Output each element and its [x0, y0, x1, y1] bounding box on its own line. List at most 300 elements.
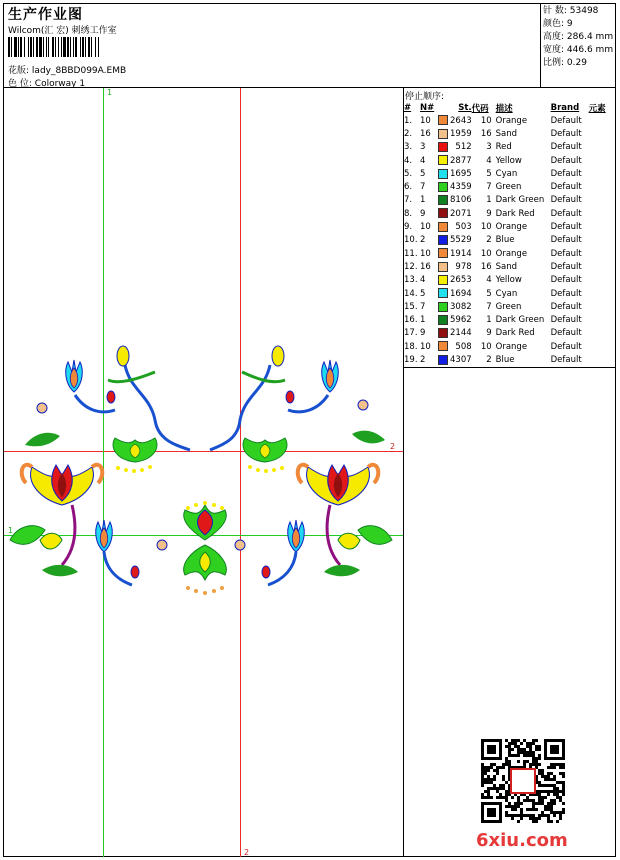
qr-module: [505, 739, 508, 742]
qr-module: [550, 790, 553, 793]
qr-module: [535, 820, 538, 823]
row-brand: Default: [550, 354, 582, 365]
qr-module: [553, 787, 556, 790]
qr-module: [532, 805, 535, 808]
row-description: Yellow: [495, 155, 522, 166]
qr-module: [541, 802, 544, 805]
qr-module: [559, 814, 562, 817]
qr-module: [526, 799, 529, 802]
qr-module: [490, 766, 493, 769]
qr-module: [547, 772, 550, 775]
stat-label: 高度:: [543, 32, 565, 42]
qr-module: [532, 763, 535, 766]
qr-module: [562, 784, 565, 787]
qr-module: [487, 766, 490, 769]
row-description: Red: [495, 142, 512, 153]
qr-module: [547, 778, 550, 781]
qr-module: [490, 787, 493, 790]
row-code: 4: [486, 275, 492, 286]
design-file-name: lady_8BBD099A.EMB: [31, 66, 127, 76]
row-needle: 5: [420, 288, 426, 299]
qr-module: [541, 775, 544, 778]
qr-module: [481, 784, 484, 787]
qr-module: [529, 751, 532, 754]
qr-module: [511, 817, 514, 820]
qr-module: [511, 754, 514, 757]
guide-label: 2: [390, 442, 396, 451]
qr-module: [532, 820, 535, 823]
col-description: 描述: [495, 103, 513, 114]
row-index: 12.: [404, 261, 418, 272]
qr-module: [529, 808, 532, 811]
qr-module: [511, 739, 514, 742]
row-description: Yellow: [495, 275, 522, 286]
qr-module: [505, 814, 508, 817]
qr-module: [523, 763, 526, 766]
qr-module: [562, 763, 565, 766]
qr-module: [541, 784, 544, 787]
qr-module: [523, 751, 526, 754]
colorway-value: Colorway 1: [34, 79, 86, 89]
qr-module: [514, 754, 517, 757]
row-code: 5: [486, 288, 492, 299]
qr-module: [538, 784, 541, 787]
qr-module: [508, 763, 511, 766]
company-name: Wilcom(汇 宏) 刺绣工作室: [8, 26, 117, 36]
qr-module: [544, 814, 547, 817]
qr-module: [496, 790, 499, 793]
row-description: Cyan: [495, 168, 518, 179]
qr-module: [532, 814, 535, 817]
qr-module: [529, 754, 532, 757]
guide-label: 2: [244, 848, 250, 857]
row-index: 18.: [404, 341, 418, 352]
row-brand: Default: [550, 222, 582, 233]
qr-module: [520, 802, 523, 805]
colorway-label: 色 位:: [8, 79, 32, 89]
row-needle: 10: [420, 115, 431, 126]
qr-module: [508, 751, 511, 754]
qr-module: [505, 793, 508, 796]
qr-module: [526, 754, 529, 757]
row-code: 16: [480, 128, 492, 139]
qr-module: [505, 811, 508, 814]
qr-module: [541, 799, 544, 802]
row-index: 16.: [404, 315, 418, 326]
qr-module: [496, 796, 499, 799]
row-index: 9.: [404, 222, 413, 233]
qr-module: [544, 775, 547, 778]
qr-module: [541, 811, 544, 814]
qr-module: [544, 784, 547, 787]
qr-module: [490, 781, 493, 784]
qr-module: [544, 808, 547, 811]
qr-module: [496, 766, 499, 769]
qr-module: [538, 772, 541, 775]
qr-module: [508, 754, 511, 757]
row-description: Orange: [495, 222, 528, 233]
col-needle: N#: [420, 102, 435, 113]
row-needle: 2: [420, 235, 426, 246]
qr-module: [538, 814, 541, 817]
qr-module: [562, 793, 565, 796]
row-stitches: 5962: [450, 315, 472, 326]
row-brand: Default: [550, 128, 582, 139]
stat-label: 针 数:: [543, 6, 567, 16]
row-description: Sand: [495, 261, 518, 272]
col-index: #: [404, 102, 412, 113]
row-stitches: 8106: [450, 195, 472, 206]
row-code: 10: [480, 248, 492, 259]
stat-label: 颜色:: [543, 19, 565, 29]
qr-module: [550, 820, 553, 823]
stat-value: 53498: [569, 6, 599, 16]
qr-module: [532, 802, 535, 805]
qr-module: [538, 790, 541, 793]
guide-label: 1: [107, 88, 113, 97]
qr-module: [535, 760, 538, 763]
row-index: 17.: [404, 328, 418, 339]
qr-module: [514, 739, 517, 742]
qr-module: [538, 817, 541, 820]
qr-module: [505, 796, 508, 799]
row-brand: Default: [550, 115, 582, 126]
qr-module: [541, 790, 544, 793]
qr-module: [562, 787, 565, 790]
row-code: 9: [486, 208, 492, 219]
qr-module: [538, 763, 541, 766]
qr-module: [505, 757, 508, 760]
qr-module: [502, 775, 505, 778]
row-code: 9: [486, 328, 492, 339]
row-stitches: 508: [455, 341, 472, 352]
qr-module: [547, 775, 550, 778]
qr-module: [535, 802, 538, 805]
stat-value: 0.29: [566, 58, 587, 68]
row-index: 19.: [404, 354, 418, 365]
row-code: 16: [480, 261, 492, 272]
qr-module: [553, 775, 556, 778]
qr-module: [559, 781, 562, 784]
qr-module: [505, 760, 508, 763]
row-needle: 7: [420, 301, 426, 312]
qr-module: [529, 817, 532, 820]
col-code: 代码: [471, 103, 489, 114]
row-needle: 9: [420, 208, 426, 219]
qr-module: [502, 796, 505, 799]
qr-module: [487, 793, 490, 796]
row-stitches: 2877: [450, 155, 472, 166]
qr-module: [499, 796, 502, 799]
qr-module: [538, 745, 541, 748]
row-index: 15.: [404, 301, 418, 312]
qr-module: [505, 790, 508, 793]
qr-finder: [487, 745, 496, 754]
row-needle: 2: [420, 354, 426, 365]
row-brand: Default: [550, 155, 582, 166]
qr-module: [493, 769, 496, 772]
row-brand: Default: [550, 168, 582, 179]
qr-module: [517, 799, 520, 802]
qr-module: [541, 772, 544, 775]
qr-module: [517, 745, 520, 748]
qr-module: [499, 784, 502, 787]
qr-module: [505, 805, 508, 808]
qr-module: [556, 811, 559, 814]
qr-module: [508, 745, 511, 748]
qr-module: [502, 784, 505, 787]
qr-module: [550, 808, 553, 811]
row-brand: Default: [550, 315, 582, 326]
qr-module: [547, 808, 550, 811]
row-code: 4: [486, 155, 492, 166]
qr-module: [517, 748, 520, 751]
qr-finder: [487, 808, 496, 817]
qr-module: [517, 739, 520, 742]
stat-value: 286.4 mm: [566, 32, 614, 42]
row-needle: 16: [420, 261, 431, 272]
qr-module: [496, 772, 499, 775]
qr-module: [562, 772, 565, 775]
row-index: 6.: [404, 182, 413, 193]
row-description: Orange: [495, 341, 528, 352]
qr-module: [493, 775, 496, 778]
row-stitches: 2144: [450, 328, 472, 339]
qr-module: [499, 766, 502, 769]
row-description: Blue: [495, 235, 515, 246]
qr-module: [547, 790, 550, 793]
qr-module: [538, 802, 541, 805]
qr-module: [508, 805, 511, 808]
qr-module: [547, 820, 550, 823]
qr-module: [496, 787, 499, 790]
qr-module: [550, 772, 553, 775]
qr-module: [535, 748, 538, 751]
row-needle: 1: [420, 315, 426, 326]
stat-label: 宽度:: [543, 45, 565, 55]
row-stitches: 512: [455, 142, 472, 153]
qr-module: [520, 808, 523, 811]
qr-module: [523, 754, 526, 757]
qr-module: [529, 814, 532, 817]
row-code: 7: [486, 301, 492, 312]
stat-value: 9: [566, 19, 573, 29]
qr-module: [529, 763, 532, 766]
qr-module: [517, 760, 520, 763]
qr-module: [547, 802, 550, 805]
row-index: 3.: [404, 142, 413, 153]
qr-module: [538, 793, 541, 796]
qr-module: [484, 769, 487, 772]
qr-module: [535, 757, 538, 760]
qr-module: [508, 802, 511, 805]
qr-module: [502, 766, 505, 769]
row-stitches: 2653: [450, 275, 472, 286]
qr-module: [490, 763, 493, 766]
row-description: Cyan: [495, 288, 518, 299]
qr-module: [550, 811, 553, 814]
row-code: 1: [486, 315, 492, 326]
qr-module: [550, 763, 553, 766]
qr-module: [556, 796, 559, 799]
qr-module: [508, 814, 511, 817]
qr-module: [541, 814, 544, 817]
qr-module: [547, 817, 550, 820]
row-code: 3: [486, 142, 492, 153]
row-brand: Default: [550, 248, 582, 259]
row-index: 8.: [404, 208, 413, 219]
qr-module: [484, 781, 487, 784]
qr-module: [553, 763, 556, 766]
row-brand: Default: [550, 328, 582, 339]
row-description: Orange: [495, 115, 528, 126]
qr-module: [553, 814, 556, 817]
qr-module: [484, 790, 487, 793]
stat-value: 446.6 mm: [566, 45, 614, 55]
qr-module: [523, 739, 526, 742]
qr-module: [520, 817, 523, 820]
row-needle: 1: [420, 195, 426, 206]
qr-module: [484, 766, 487, 769]
qr-module: [514, 742, 517, 745]
row-description: Dark Green: [495, 195, 545, 206]
qr-module: [559, 799, 562, 802]
qr-finder: [550, 745, 559, 754]
row-stitches: 503: [455, 222, 472, 233]
qr-module: [514, 805, 517, 808]
qr-module: [547, 814, 550, 817]
qr-module: [547, 793, 550, 796]
row-code: 10: [480, 341, 492, 352]
qr-module: [559, 772, 562, 775]
row-stitches: 1914: [450, 248, 472, 259]
qr-module: [547, 784, 550, 787]
row-stitches: 2071: [450, 208, 472, 219]
qr-module: [523, 799, 526, 802]
qr-module: [544, 796, 547, 799]
row-code: 2: [486, 235, 492, 246]
row-brand: Default: [550, 301, 582, 312]
row-brand: Default: [550, 142, 582, 153]
row-brand: Default: [550, 288, 582, 299]
qr-module: [538, 796, 541, 799]
row-description: Dark Red: [495, 208, 535, 219]
qr-module: [493, 763, 496, 766]
qr-module: [526, 751, 529, 754]
qr-module: [487, 787, 490, 790]
qr-module: [490, 796, 493, 799]
qr-module: [547, 805, 550, 808]
qr-module: [526, 808, 529, 811]
qr-module: [553, 784, 556, 787]
row-stitches: 5529: [450, 235, 472, 246]
qr-module: [487, 796, 490, 799]
qr-module: [520, 814, 523, 817]
qr-module: [535, 808, 538, 811]
qr-module: [487, 778, 490, 781]
qr-module: [556, 787, 559, 790]
qr-module: [532, 751, 535, 754]
row-code: 5: [486, 168, 492, 179]
qr-module: [487, 790, 490, 793]
qr-module: [526, 745, 529, 748]
row-brand: Default: [550, 261, 582, 272]
row-stitches: 978: [455, 261, 472, 272]
qr-module: [529, 799, 532, 802]
qr-module: [490, 778, 493, 781]
row-stitches: 2643: [450, 115, 472, 126]
qr-module: [502, 787, 505, 790]
qr-module: [505, 745, 508, 748]
row-stitches: 1695: [450, 168, 472, 179]
qr-module: [559, 796, 562, 799]
col-stitches: St.: [458, 102, 472, 113]
qr-module: [541, 769, 544, 772]
qr-module: [511, 808, 514, 811]
qr-module: [553, 766, 556, 769]
qr-module: [556, 781, 559, 784]
qr-module: [505, 799, 508, 802]
qr-module: [562, 781, 565, 784]
row-brand: Default: [550, 341, 582, 352]
qr-module: [553, 778, 556, 781]
qr-module: [538, 757, 541, 760]
row-brand: Default: [550, 235, 582, 246]
watermark-logo: 6xiu.com: [476, 830, 568, 851]
qr-module: [508, 742, 511, 745]
qr-module: [562, 790, 565, 793]
row-description: Orange: [495, 248, 528, 259]
qr-module: [526, 742, 529, 745]
qr-module: [517, 820, 520, 823]
row-description: Green: [495, 301, 522, 312]
qr-module: [535, 763, 538, 766]
qr-module: [547, 766, 550, 769]
row-code: 10: [480, 115, 492, 126]
qr-module: [553, 793, 556, 796]
row-index: 14.: [404, 288, 418, 299]
qr-module: [511, 748, 514, 751]
qr-module: [514, 745, 517, 748]
row-index: 5.: [404, 168, 413, 179]
qr-module: [481, 781, 484, 784]
qr-module: [484, 796, 487, 799]
qr-module: [559, 817, 562, 820]
row-brand: Default: [550, 208, 582, 219]
guide-label: 1: [8, 526, 14, 535]
row-index: 13.: [404, 275, 418, 286]
row-stitches: 1694: [450, 288, 472, 299]
qr-module: [523, 760, 526, 763]
qr-module: [550, 778, 553, 781]
qr-module: [511, 796, 514, 799]
qr-module: [541, 796, 544, 799]
qr-module: [496, 769, 499, 772]
qr-module: [532, 808, 535, 811]
row-description: Blue: [495, 354, 515, 365]
qr-module: [484, 772, 487, 775]
qr-module: [553, 811, 556, 814]
qr-module: [517, 802, 520, 805]
qr-module: [532, 739, 535, 742]
qr-module: [493, 778, 496, 781]
row-needle: 4: [420, 155, 426, 166]
qr-module: [556, 790, 559, 793]
qr-module: [538, 748, 541, 751]
qr-module: [562, 802, 565, 805]
qr-module: [559, 790, 562, 793]
qr-module: [511, 805, 514, 808]
